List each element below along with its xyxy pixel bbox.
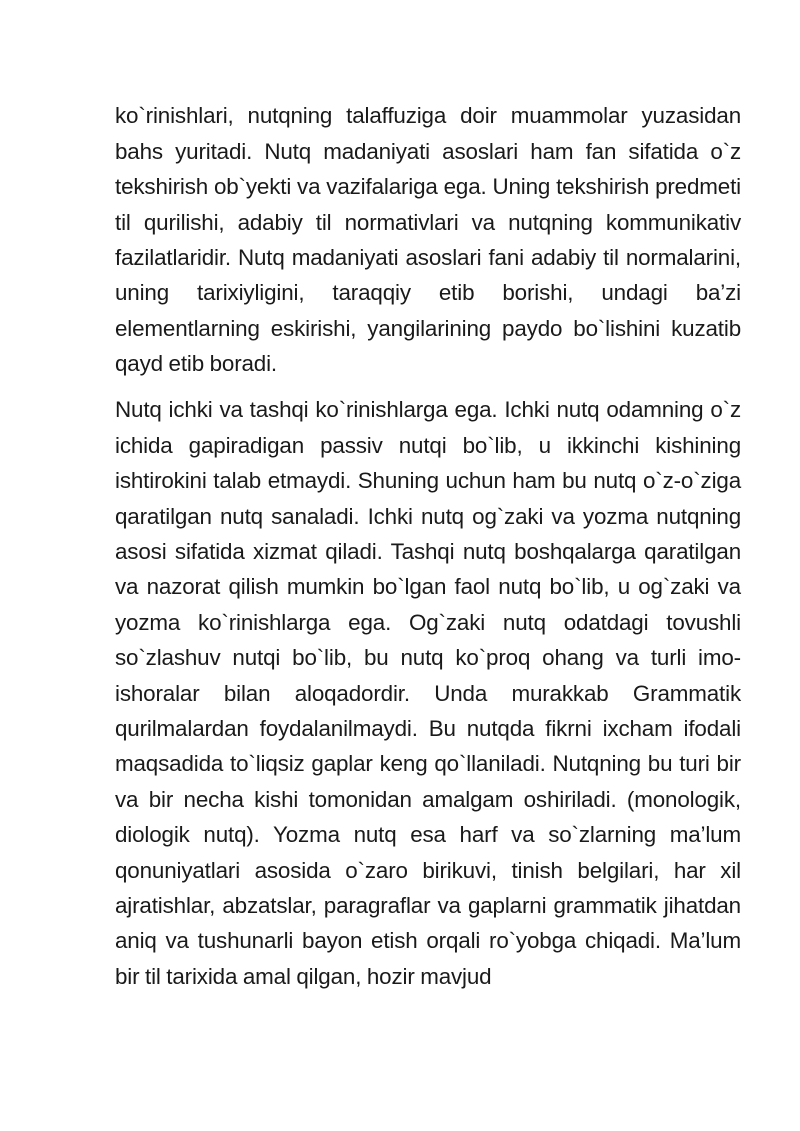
- paragraph-1: ko`rinishlari, nutqning talaffuziga doir muammolar yuzasidan bahs yuritadi. Nutq madaniyati asoslari ham fan sifatida o`z tekshirish ob`yekti va vazifalariga ega. Uning tekshirish predmeti til qurilishi, adabiy til normativlari va nutqning kommunikativ fazilatlaridir. Nutq madaniyati asoslari fani adabiy til normalarini, uning tarixiyligini, taraqqiy etib borishi, undagi ba’zi elementlarning eskirishi, yangilarining paydo bo`lishini kuzatib qayd etib boradi.: [115, 103, 741, 377]
- paragraph-2: Nutq ichki va tashqi ko`rinishlarga ega. Ichki nutq odamning o`z ichida gapiradigan passiv nutqi bo`lib, u ikkinchi kishining ishtirokini talab etmaydi. Shuning uchun ham bu nutq o`z-o`ziga qaratilgan nutq sanaladi. Ichki nutq og`zaki va yozma nutqning asosi sifatida xizmat qiladi. Tashqi nutq boshqalarga qaratilgan va nazorat qilish mumkin bo`lgan faol nutq bo`lib, u og`zaki va yozma ko`rinishlarga ega. Og`zaki nutq odatdagi tovushli so`zlashuv nutqi bo`lib, bu nutq ko`proq ohang va turli imo-ishoralar bilan aloqadordir. Unda murakkab Grammatik qurilmalardan foydalanilmaydi. Bu nutqda fikrni ixcham ifodali maqsadida to`liqsiz gaplar keng qo`llaniladi. Nutqning bu turi bir va bir necha kishi tomonidan amalgam oshiriladi. (monologik, diologik nutq). Yozma nutq esa harf va so`zlarning ma’lum qonuniyatlari asosida o`zaro birikuvi, tinish belgilari, har xil ajratishlar, abzatslar, paragraflar va gaplarni grammatik jihatdan aniq va tushunarli bayon etish orqali ro`yobga chiqadi. Ma’lum bir til tarixida amal qilgan, hozir mavjud: [115, 397, 741, 989]
